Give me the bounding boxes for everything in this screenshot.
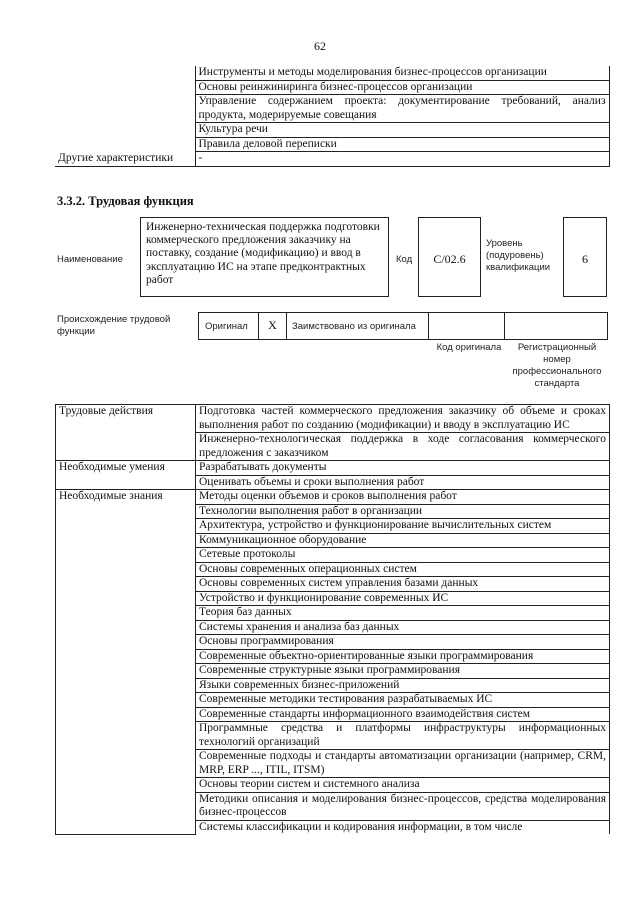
original-mark: X (259, 313, 287, 339)
reg-number-label: Регистрационный номер профессионального стандарта (512, 342, 602, 389)
knowledge-item: Основы программирования (196, 635, 610, 650)
knowledge-item: Современные объектно-ориентированные языки программирования (196, 649, 610, 664)
knowledge-item: Теория баз данных (196, 606, 610, 621)
knowledge-item: Технологии выполнения работ в организации (196, 504, 610, 519)
origin-label: Происхождение трудовой функции (57, 314, 171, 337)
knowledge-item: Методики описания и моделирования бизнес-процессов, средства моделирования бизнес-процессов (196, 792, 610, 820)
knowledge-item: Архитектура, устройство и функционирование вычислительных систем (196, 519, 610, 534)
labor-action-item: Подготовка частей коммерческого предложения заказчику об объеме и сроках выполнения работ по созданию (модификации) и вводу в эксплуатацию ИС (196, 405, 610, 433)
code-original-cell (429, 313, 505, 339)
level-label: Уровень (подуровень) квалификации (486, 238, 551, 273)
knowledge-item: Методы оценки объемов и сроков выполнения работ (196, 490, 610, 505)
knowledge-item: Основы реинжиниринга бизнес-процессов организации (195, 80, 609, 95)
reg-number-cell (505, 313, 607, 339)
knowledge-item: Культура речи (195, 123, 609, 138)
knowledge-item: Основы теории систем и системного анализа (196, 778, 610, 793)
original-label: Оригинал (205, 321, 248, 332)
knowledge-item: Современные стандарты информационного взаимодействия систем (196, 707, 610, 722)
code-original-label: Код оригинала (436, 342, 502, 353)
other-characteristics-value: - (195, 152, 609, 167)
skill-item: Разрабатывать документы (196, 461, 610, 476)
knowledge-item: Программные средства и платформы инфраструктуры информационных технологий организаций (196, 722, 610, 750)
skills-label: Необходимые умения (56, 461, 196, 490)
knowledge-item: Системы хранения и анализа баз данных (196, 620, 610, 635)
knowledge-item: Основы современных систем управления базами данных (196, 577, 610, 592)
skill-item: Оценивать объемы и сроки выполнения работ (196, 475, 610, 490)
main-table (55, 404, 610, 835)
borrowed-label: Заимствовано из оригинала (292, 321, 416, 332)
knowledge-item: Сетевые протоколы (196, 548, 610, 563)
name-label: Наименование (57, 254, 123, 265)
knowledge-item: Инструменты и методы моделирования бизнес-процессов организации (195, 66, 609, 80)
origin-row (198, 312, 608, 340)
knowledge-item: Правила деловой переписки (195, 137, 609, 152)
knowledge-item: Основы современных операционных систем (196, 562, 610, 577)
knowledge-label: Необходимые знания (56, 490, 196, 835)
page-number: 62 (314, 39, 326, 53)
knowledge-item: Современные структурные языки программирования (196, 664, 610, 679)
function-name: Инженерно-техническая поддержка подготовки коммерческого предложения заказчику на поставку, создание (модификацию) и ввод в эксплуатацию ИС на этапе предконтрактных работ (140, 217, 389, 297)
top-knowledge-table (55, 66, 610, 167)
knowledge-item: Устройство и функционирование современных ИС (196, 591, 610, 606)
code-label: Код (396, 254, 413, 265)
knowledge-item: Языки современных бизнес-приложений (196, 678, 610, 693)
knowledge-item: Современные подходы и стандарты автоматизации организации (например, CRM, MRP, ERP ..., ITIL, ITSM) (196, 750, 610, 778)
knowledge-item: Современные методики тестирования разрабатываемых ИС (196, 693, 610, 708)
labor-action-item: Инженерно-технологическая поддержка в ходе согласования коммерческого предложения с заказчиком (196, 433, 610, 461)
function-code: C/02.6 (418, 217, 481, 297)
section-title: 3.3.2. Трудовая функция (57, 194, 194, 208)
other-characteristics-label: Другие характеристики (55, 152, 195, 167)
knowledge-item: Системы классификации и кодирования информации, в том числе (196, 820, 610, 834)
labor-actions-label: Трудовые действия (56, 405, 196, 461)
knowledge-item: Управление содержанием проекта: документирование требований, анализ продукта, модерируемые совещания (195, 95, 609, 123)
qualification-level: 6 (563, 217, 607, 297)
knowledge-item: Коммуникационное оборудование (196, 533, 610, 548)
